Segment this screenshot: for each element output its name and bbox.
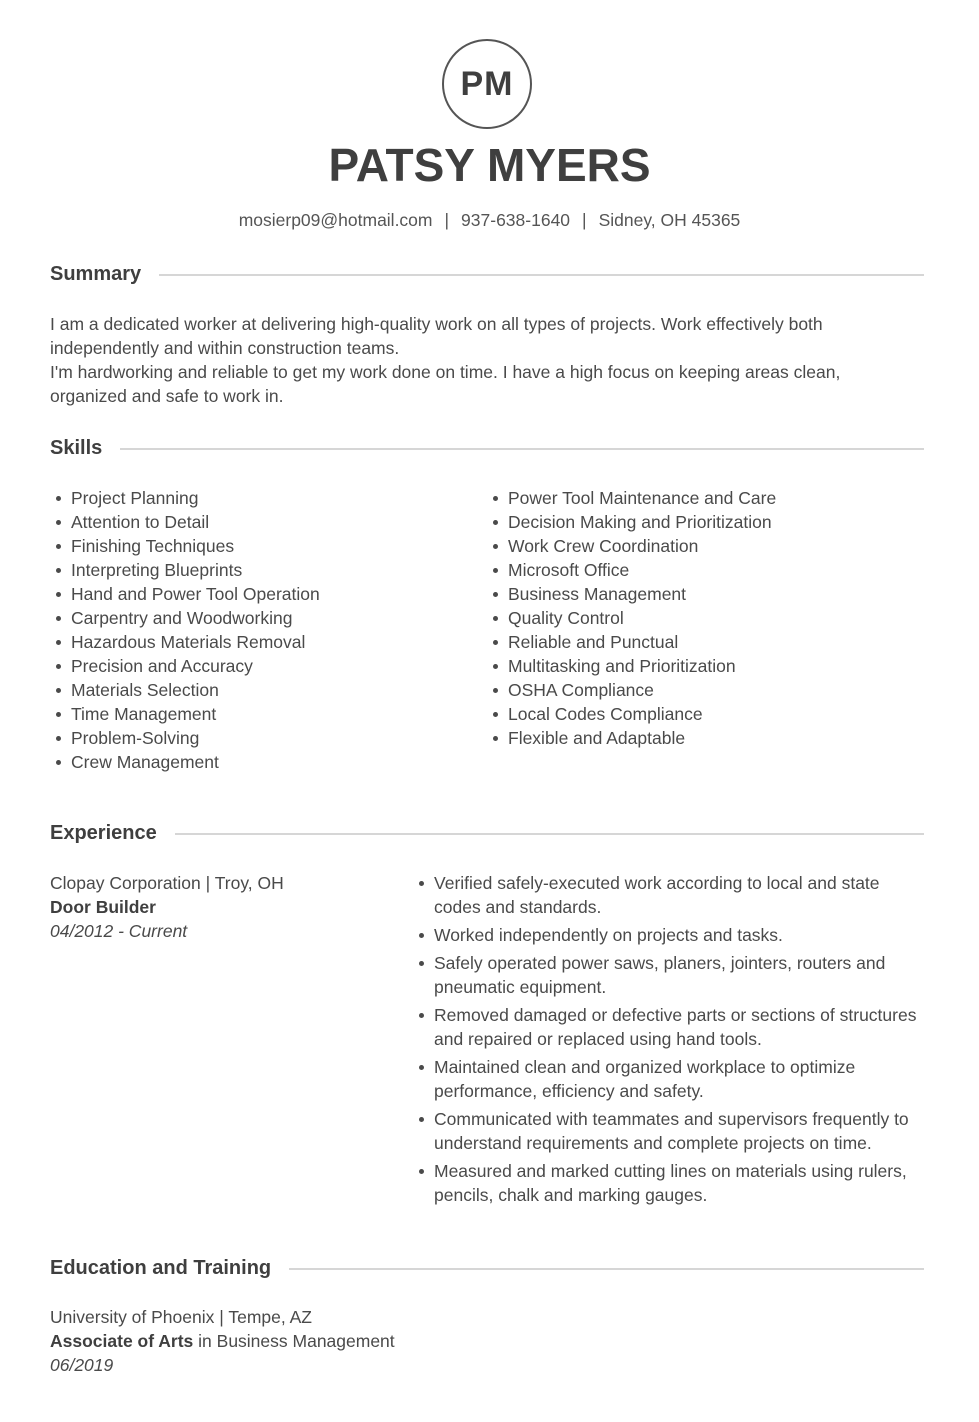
job-duty: Removed damaged or defective parts or sections of structures and repaired or replaced using hand tools.	[413, 1003, 928, 1051]
skill-item: Hazardous Materials Removal	[50, 630, 320, 654]
job-duty: Maintained clean and organized workplace to optimize performance, efficiency and safety.	[413, 1055, 928, 1103]
job-company: Clopay Corporation | Troy, OH	[50, 873, 284, 893]
skill-item: OSHA Compliance	[487, 678, 776, 702]
education-degree: Associate of Arts	[50, 1331, 194, 1351]
job-duty: Communicated with teammates and supervisors frequently to understand requirements and complete projects on time.	[413, 1107, 928, 1155]
education-school: University of Phoenix | Tempe, AZ	[50, 1307, 312, 1327]
contact-separator: |	[444, 210, 450, 230]
skill-item: Reliable and Punctual	[487, 630, 776, 654]
summary-heading: Summary	[50, 263, 142, 285]
contact-separator: |	[582, 210, 587, 230]
skill-item: Local Codes Compliance	[487, 702, 776, 726]
skill-item: Decision Making and Prioritization	[487, 510, 776, 534]
skills-list-right	[487, 486, 776, 750]
education-field: Business Management	[216, 1331, 395, 1351]
job-duty: Verified safely-executed work according to local and state codes and standards.	[413, 871, 928, 919]
section-divider	[120, 448, 924, 450]
candidate-name: PATSY MYERS	[328, 139, 651, 191]
skill-item: Hand and Power Tool Operation	[50, 582, 320, 606]
summary-section-header	[50, 263, 924, 286]
skill-item: Interpreting Blueprints	[50, 558, 320, 582]
education-degree-line	[50, 1329, 650, 1353]
skills-list-left	[50, 486, 320, 774]
education-entry	[50, 1305, 650, 1377]
contact-location: Sidney, OH 45365	[598, 210, 741, 230]
experience-section-header	[50, 822, 924, 845]
skill-item: Problem-Solving	[50, 726, 320, 750]
summary-paragraph: I'm hardworking and reliable to get my work done on time. I have a high focus on keeping areas clean, organized and safe to work in.	[50, 362, 841, 406]
education-section-header	[50, 1257, 924, 1280]
skill-item: Time Management	[50, 702, 320, 726]
job-title: Door Builder	[50, 897, 156, 917]
skill-item: Work Crew Coordination	[487, 534, 776, 558]
education-heading: Education and Training	[50, 1257, 272, 1279]
skill-item: Project Planning	[50, 486, 320, 510]
education-dates: 06/2019	[50, 1355, 114, 1375]
summary-paragraph: I am a dedicated worker at delivering high-quality work on all types of projects. Work effectively both independently and within construction teams.	[50, 314, 823, 358]
job-duties-list	[413, 871, 928, 1211]
skill-item: Materials Selection	[50, 678, 320, 702]
contact-phone[interactable]: 937-638-1640	[461, 210, 571, 230]
skill-item: Flexible and Adaptable	[487, 726, 776, 750]
job-details	[50, 871, 390, 943]
skills-heading: Skills	[50, 437, 103, 459]
experience-heading: Experience	[50, 822, 157, 844]
skill-item: Power Tool Maintenance and Care	[487, 486, 776, 510]
skill-item: Crew Management	[50, 750, 320, 774]
skill-item: Multitasking and Prioritization	[487, 654, 776, 678]
contact-line	[0, 210, 979, 231]
section-divider	[159, 274, 924, 276]
skill-item: Precision and Accuracy	[50, 654, 320, 678]
skills-section-header	[50, 437, 924, 460]
section-divider	[175, 833, 924, 835]
section-divider	[289, 1268, 924, 1270]
education-connector: in	[193, 1331, 217, 1351]
contact-email[interactable]: mosierp09@hotmail.com	[238, 210, 433, 230]
skill-item: Attention to Detail	[50, 510, 320, 534]
job-duty: Worked independently on projects and tasks.	[413, 923, 928, 947]
skill-item: Microsoft Office	[487, 558, 776, 582]
job-duty: Measured and marked cutting lines on materials using rulers, pencils, chalk and marking gauges.	[413, 1159, 928, 1207]
skill-item: Business Management	[487, 582, 776, 606]
skill-item: Quality Control	[487, 606, 776, 630]
skill-item: Finishing Techniques	[50, 534, 320, 558]
summary-text	[50, 312, 910, 408]
monogram-badge: PM	[442, 39, 532, 129]
job-duty: Safely operated power saws, planers, jointers, routers and pneumatic equipment.	[413, 951, 928, 999]
job-dates: 04/2012 - Current	[50, 921, 188, 941]
skill-item: Carpentry and Woodworking	[50, 606, 320, 630]
